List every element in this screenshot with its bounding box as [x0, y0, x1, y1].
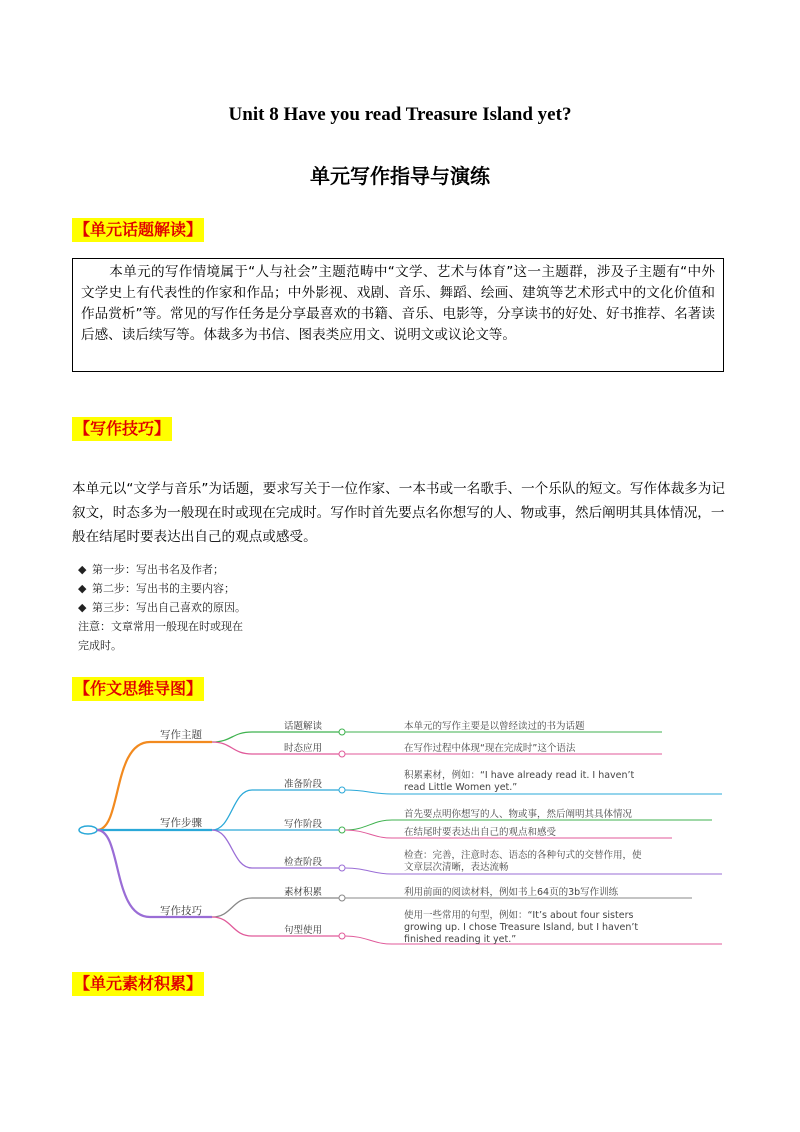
section-heading-materials: 【单元素材积累】 — [72, 972, 204, 996]
node-circle — [339, 787, 345, 793]
step-note-line2: 完成时。 — [78, 639, 122, 652]
topic-box — [72, 258, 724, 372]
connector-line — [212, 732, 340, 742]
mindmap-root-node — [79, 826, 97, 834]
step-text: 第三步：写出自己喜欢的原因。 — [92, 601, 246, 614]
node-detail: read Little Women yet.” — [404, 782, 518, 793]
diamond-bullet-icon: ◆ — [78, 601, 87, 614]
step-text: 第一步：写出书名及作者； — [92, 563, 224, 576]
section-heading-mindmap: 【作文思维导图】 — [72, 677, 204, 701]
node-label-prepare: 准备阶段 — [284, 779, 323, 790]
section-heading-skills: 【写作技巧】 — [72, 417, 172, 441]
node-circle — [339, 865, 345, 871]
page-title: Unit 8 Have you read Treasure Island yet? — [228, 104, 572, 125]
branch-label-steps: 写作步骤 — [160, 817, 202, 829]
node-detail: 在结尾时要表达出自己的观点和感受 — [404, 827, 557, 838]
node-detail: 利用前面的阅读材料，例如书上64页的3b写作训练 — [404, 887, 619, 898]
node-label-check: 检查阶段 — [284, 857, 323, 868]
step-item — [78, 598, 348, 617]
steps-list — [78, 560, 348, 655]
node-circle — [339, 933, 345, 939]
node-label-sentence: 句型使用 — [284, 925, 323, 936]
node-detail: 首先要点明你想写的人、物或事，然后阐明其具体情况 — [404, 809, 633, 820]
step-item — [78, 579, 348, 598]
node-label-tense: 时态应用 — [284, 743, 323, 754]
branch-label-skills: 写作技巧 — [160, 905, 202, 917]
skills-paragraph: 本单元以“文学与音乐”为话题，要求写关于一位作家、一本书或一名歌手、一个乐队的短文。写作体裁多为记叙文，时态多为一般现在时或现在完成时。写作时首先要点名你想写的人、物或事，然后阐明其具体情况，一般在结尾时要表达出自己的观点或感受。 — [72, 481, 725, 545]
page-subtitle: 单元写作指导与演练 — [310, 164, 490, 188]
node-detail: 检查：完善，注意时态、语态的各种句式的交替作用，使 — [404, 850, 642, 861]
node-detail: 本单元的写作主要是以曾经读过的书为话题 — [404, 721, 585, 732]
node-detail: 使用一些常用的句型，例如：“It’s about four sisters — [404, 910, 634, 921]
step-text: 第二步：写出书的主要内容； — [92, 582, 235, 595]
topic-box-text: 本单元的写作情境属于“人与社会”主题范畴中“文学、艺术与体育”这一主题群，涉及子主题有“中外文学史上有代表性的作家和作品；中外影视、戏剧、音乐、舞蹈、绘画、建筑等艺术形式中的文化价值和作品赏析”等。常见的写作任务是分享最喜欢的书籍、音乐、电影等，分享读书的好处、好书推荐、名著读后感、读后续写等。体裁多为书信、图表类应用文、说明文或议论文等。 — [81, 264, 715, 343]
branch-line-skills — [97, 830, 212, 917]
node-label-materials: 素材积累 — [284, 887, 323, 898]
section-heading-topic: 【单元话题解读】 — [72, 218, 204, 242]
diamond-bullet-icon: ◆ — [78, 582, 87, 595]
step-item — [78, 560, 348, 579]
mind-map — [72, 712, 732, 952]
node-circle — [339, 895, 345, 901]
connector-line — [212, 898, 340, 917]
content-underline — [345, 868, 722, 874]
node-circle — [339, 827, 345, 833]
step-note-line1: 注意：文章常用一般现在时或现在 — [78, 620, 243, 633]
branch-label-topic: 写作主题 — [160, 729, 202, 741]
node-circle — [339, 751, 345, 757]
node-detail: 在写作过程中体现“现在完成时”这个语法 — [404, 743, 576, 754]
node-label-topic-reading: 话题解读 — [284, 721, 323, 732]
diamond-bullet-icon: ◆ — [78, 563, 87, 576]
content-underline — [345, 790, 722, 794]
node-circle — [339, 729, 345, 735]
node-detail: 积累素材，例如：“I have already read it. I haven’t — [404, 770, 635, 781]
node-detail: finished reading it yet.” — [404, 934, 517, 945]
node-detail: growing up. I chose Treasure Island, but I haven’t — [404, 922, 639, 933]
content-underline — [345, 936, 722, 944]
node-label-writing: 写作阶段 — [284, 819, 323, 830]
node-detail: 文章层次清晰，表达流畅 — [404, 862, 509, 873]
